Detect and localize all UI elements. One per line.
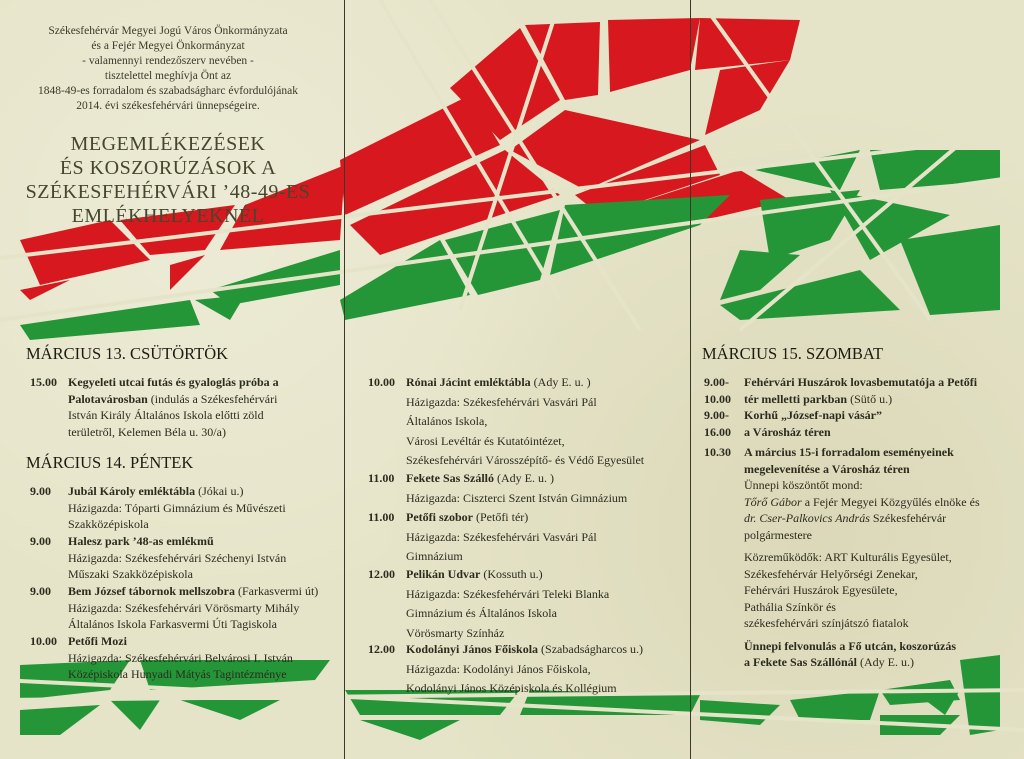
entry-detail: területről, Kelemen Béla u. 30/a)	[68, 424, 226, 439]
entry-title-cont: megelevenítése a Városház téren	[744, 461, 910, 476]
entry-host: Házigazda: Székesfehérvári Teleki Blanka	[406, 586, 610, 601]
entry-host: Gimnázium	[406, 549, 463, 563]
entry-time: 9.00	[30, 484, 51, 498]
entry-place: (Kossuth u.)	[480, 567, 543, 581]
participant: székesfehérvári színjátszó fiatalok	[744, 616, 909, 630]
intro-line: és a Fejér Megyei Önkormányzat	[91, 40, 245, 52]
entry-host: Házigazda: Ciszterci Szent István Gimnázium	[406, 490, 628, 505]
entry-title: Bem József tábornok mellszobra	[68, 584, 235, 598]
entry-title: Fehérvári Huszárok lovasbemutatója a Petőfi	[744, 375, 978, 389]
fold-line-left	[344, 0, 345, 759]
entry-time: 12.00	[368, 567, 395, 581]
entry-time: 9.00-	[704, 375, 729, 389]
entry-host: Szakközépiskola	[68, 517, 149, 531]
participant: Székesfehérvár Helyőrségi Zenekar,	[744, 566, 918, 581]
entry-place: (Farkasvermi út)	[234, 584, 319, 598]
entry-time: 10.00	[30, 634, 57, 648]
participant: Fehérvári Huszárok Egyesülete,	[744, 583, 898, 597]
entry-title: Jubál Károly emléktábla	[68, 484, 196, 498]
entry-time: 12.00	[368, 642, 395, 656]
entry-host: Középiskola Hunyadi Mátyás Tagintézménye	[68, 667, 287, 681]
entry-host: Házigazda: Székesfehérvári Vörösmarty Mihály	[68, 600, 300, 615]
entry-time: 9.00-	[704, 408, 729, 422]
intro-line: tisztelettel meghívja Önt az	[104, 70, 232, 82]
entry-title: Rónai Jácint emléktábla	[406, 375, 531, 389]
entry-place: (Jókai u.)	[195, 484, 244, 498]
day-heading-march-15: MÁRCIUS 15. SZOMBAT	[702, 344, 884, 363]
entry-place: (Sütő u.)	[847, 391, 893, 406]
entry-time: 9.00	[30, 584, 51, 598]
entry-detail: Ünnepi köszöntőt mond:	[744, 478, 863, 492]
entry-title: Korhű „József-napi vásár”	[744, 408, 882, 422]
intro-line: 1848-49-es forradalom és szabadságharc évfordulójának	[38, 85, 298, 97]
speaker-role: polgármestere	[744, 527, 812, 542]
entry-host: Általános Iskola,	[406, 414, 488, 428]
entry-title-cont: tér melletti parkban	[744, 391, 848, 406]
entry-host: Házigazda: Tóparti Gimnázium és Művészeti	[68, 500, 286, 515]
entry-time: 11.00	[368, 471, 395, 485]
entry-time: 10.00	[368, 375, 395, 389]
speaker-role: Székesfehérvár	[869, 511, 947, 525]
intro-line: 2014. évi székesfehérvári ünnepségeire.	[76, 100, 260, 112]
entry-place: (Ady E. u.)	[857, 655, 914, 669]
intro-line: Székesfehérvár Megyei Jogú Város Önkormányzata	[48, 25, 288, 37]
title-line: ÉS KOSZORÚZÁSOK A	[59, 157, 277, 179]
entry-time: 15.00	[30, 375, 57, 389]
entry-detail: István Király Általános Iskola előtti zöld	[68, 408, 264, 422]
entry-host: Házigazda: Székesfehérvári Vasvári Pál	[406, 529, 597, 544]
entry-host: Gimnázium és Általános Iskola	[406, 606, 557, 620]
day-heading-march-14: MÁRCIUS 14. PÉNTEK	[26, 453, 194, 472]
entry-place: (Petőfi tér)	[472, 510, 529, 524]
entry-title: Halesz park ’48-as emlékmű	[68, 534, 214, 548]
entry-title: Fekete Sas Szálló	[406, 471, 494, 485]
entry-place: (Ady E. u. )	[494, 471, 554, 485]
entry-host: Székesfehérvári Városszépítő- és Védő Egyesület	[406, 453, 645, 467]
entry-time: 11.00	[368, 510, 395, 524]
entry-host: Vörösmarty Színház	[406, 625, 505, 640]
entry-place: (Ady E. u. )	[530, 375, 591, 389]
entry-host: Házigazda: Kodolányi János Főiskola,	[406, 661, 591, 676]
participant: Pathália Színkör és	[744, 599, 836, 614]
intro-line: - valamennyi rendezőszerv nevében -	[82, 55, 254, 67]
entry-title: Kodolányi János Főiskola	[406, 642, 539, 656]
page-title	[18, 132, 318, 228]
entry-host: Kodolányi János Középiskola és Kollégium	[406, 681, 617, 695]
entry-time: 9.00	[30, 534, 51, 548]
entry-time: 10.30	[704, 445, 731, 459]
speaker-name: dr. Cser-Palkovics András	[744, 511, 870, 525]
entry-place: (indulás a Székesfehérvári	[147, 391, 278, 406]
entry-host: Házigazda: Székesfehérvári Belvárosi I. István	[68, 650, 293, 665]
entry-host: Házigazda: Székesfehérvári Széchenyi István	[68, 550, 287, 565]
entry-title-cont: Palotavárosban	[68, 391, 148, 406]
parade-title-cont: a Fekete Sas Szállónál	[744, 655, 857, 669]
entry-title: Petőfi szobor	[406, 510, 473, 524]
entry-host: Városi Levéltár és Kutatóintézet,	[406, 433, 565, 448]
entry-time: 16.00	[704, 424, 731, 439]
parade-title: Ünnepi felvonulás a Fő utcán, koszorúzás	[744, 638, 957, 653]
entry-title: Petőfi Mozi	[68, 634, 127, 648]
entry-title-cont: a Városház téren	[744, 424, 831, 439]
day-heading-march-13: MÁRCIUS 13. CSÜTÖRTÖK	[26, 344, 229, 363]
participants-label: Közreműködők: ART Kulturális Egyesület,	[744, 550, 952, 564]
entry-host: Általános Iskola Farkasvermi Úti Tagiskola	[68, 617, 277, 631]
entry-title: Pelikán Udvar	[406, 567, 481, 581]
speaker-role: a Fejér Megyei Közgyűlés elnöke és	[801, 494, 980, 509]
intro-text	[18, 24, 318, 114]
title-line: SZÉKESFEHÉRVÁRI ’48-49-ES	[25, 181, 311, 203]
entry-host: Műszaki Szakközépiskola	[68, 567, 193, 581]
entry-title: A március 15-i forradalom eseményeinek	[744, 445, 954, 459]
entry-title: Kegyeleti utcai futás és gyaloglás próba a	[68, 375, 279, 389]
title-line: EMLÉKHELYEKNÉL	[71, 205, 265, 227]
entry-place: (Szabadságharcos u.)	[538, 642, 644, 656]
entry-host: Házigazda: Székesfehérvári Vasvári Pál	[406, 394, 597, 409]
speaker-name: Tőrő Gábor	[744, 494, 802, 509]
entry-time: 10.00	[704, 391, 731, 406]
fold-line-right	[690, 0, 691, 759]
title-line: MEGEMLÉKEZÉSEK	[70, 133, 266, 155]
